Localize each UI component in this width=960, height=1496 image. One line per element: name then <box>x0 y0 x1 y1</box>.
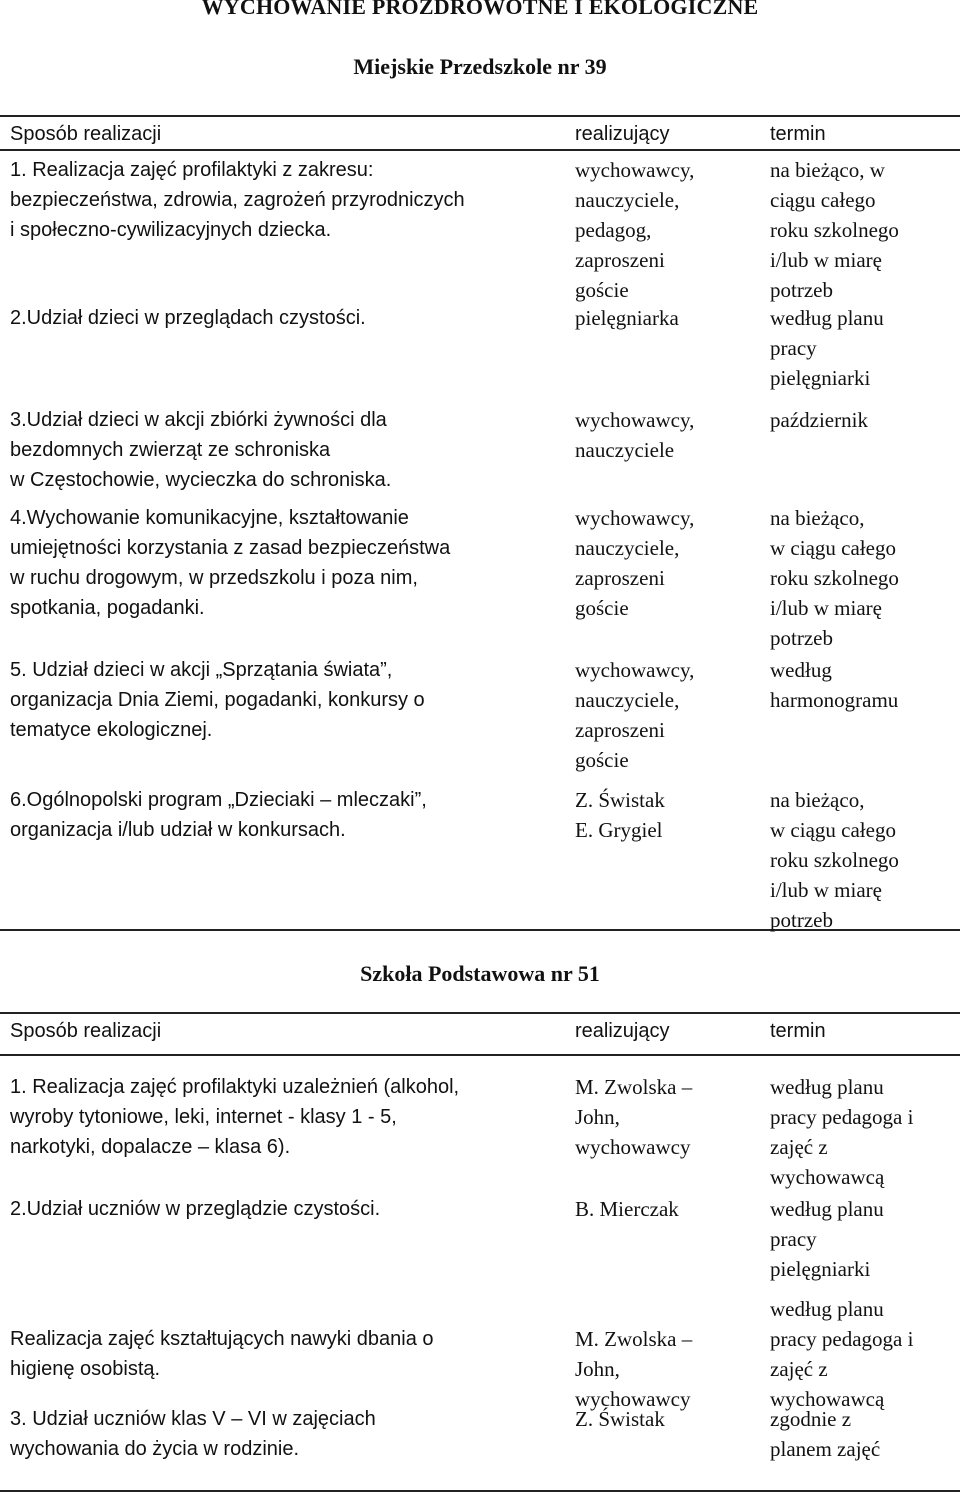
row-when: październik <box>770 408 868 432</box>
table-header-row <box>0 117 960 151</box>
row-when: według planu pracy pielęgniarki <box>770 1197 884 1281</box>
table-header-row <box>0 1014 960 1056</box>
row-when: na bieżąco, w ciągu całego roku szkolnego i/lub w miarę potrzeb <box>770 788 899 932</box>
row-method: 4.Wychowanie komunikacyjne, kształtowanie umiejętności korzystania z zasad bezpieczeństwa w ruchu drogowym, w przedszkolu i poza nim, spotkania, pogadanki. <box>10 507 451 619</box>
table-row <box>0 1402 960 1490</box>
row-who: M. Zwolska – John, wychowawcy <box>575 1075 693 1159</box>
header-who: realizujący <box>575 123 670 145</box>
row-method: 3.Udział dzieci w akcji zbiórki żywności dla bezdomnych zwierząt ze schroniska w Częstochowie, wycieczka do schroniska. <box>10 409 392 491</box>
row-method: 3. Udział uczniów klas V – VI w zajęciach wychowania do życia w rodzinie. <box>10 1408 376 1460</box>
row-method: 1. Realizacja zajęć profilaktyki uzależnień (alkohol, wyroby tytoniowe, leki, internet - klasy 1 - 5, narkotyki, dopalacze – klasa 6). <box>10 1076 460 1158</box>
table-row <box>0 658 960 791</box>
row-method: 6.Ogólnopolski program „Dzieciaki – mleczaki”, organizacja i/lub udział w konkursach. <box>10 789 427 841</box>
row-method: 1. Realizacja zajęć profilaktyki z zakresu: bezpieczeństwa, zdrowia, zagrożeń przyrodniczych i społeczno-cywilizacyjnych dziecka. <box>10 159 465 241</box>
row-method: Realizacja zajęć kształtujących nawyki dbania o higienę osobistą. <box>10 1328 434 1380</box>
przedszkole-table <box>0 115 960 931</box>
row-when: zgodnie z planem zajęć <box>770 1407 881 1461</box>
table-row <box>0 788 960 941</box>
row-who: Z. Świstak <box>575 1407 665 1431</box>
header-method: Sposób realizacji <box>10 1020 162 1042</box>
row-who: wychowawcy, nauczyciele, zaproszeni goście <box>575 658 695 772</box>
row-who: pielęgniarka <box>575 306 679 330</box>
table-row <box>0 506 960 661</box>
row-method: 2.Udział dzieci w przeglądach czystości. <box>10 307 366 329</box>
header-method: Sposób realizacji <box>10 123 162 145</box>
table-row <box>0 1056 960 1204</box>
row-who: wychowawcy, nauczyciele, zaproszeni goście <box>575 506 695 620</box>
table-row <box>0 1297 960 1411</box>
header-when: termin <box>770 1020 826 1042</box>
section-title-szkola: Szkoła Podstawowa nr 51 <box>360 961 600 986</box>
table-row <box>0 306 960 409</box>
table-row <box>0 409 960 509</box>
row-who: wychowawcy, nauczyciele <box>575 408 695 462</box>
header-who: realizujący <box>575 1020 670 1042</box>
row-when: na bieżąco, w ciągu całego roku szkolnego i/lub w miarę potrzeb <box>770 506 899 650</box>
row-when: według planu pracy pedagoga i zajęć z wychowawcą <box>770 1075 914 1189</box>
table-row <box>0 151 960 309</box>
row-method: 5. Udział dzieci w akcji „Sprzątania świata”, organizacja Dnia Ziemi, pogadanki, konkursy o tematyce ekologicznej. <box>10 659 425 741</box>
szkola-table <box>0 1012 960 1492</box>
row-method: 2.Udział uczniów w przeglądzie czystości. <box>10 1198 381 1220</box>
row-when: według planu pracy pedagoga i zajęć z wychowawcą <box>770 1297 914 1411</box>
row-who: Z. Świstak E. Grygiel <box>575 788 665 842</box>
document-title: WYCHOWANIE PROZDROWOTNE I EKOLOGICZNE <box>201 0 759 19</box>
header-when: termin <box>770 123 826 145</box>
row-when: według harmonogramu <box>770 658 899 712</box>
row-who: wychowawcy, nauczyciele, pedagog, zaproszeni goście <box>575 158 695 302</box>
table-row <box>0 1197 960 1304</box>
row-when: według planu pracy pielęgniarki <box>770 306 884 390</box>
row-who: B. Mierczak <box>575 1197 679 1221</box>
row-who: M. Zwolska – John, wychowawcy <box>575 1327 693 1411</box>
section-title-przedszkole: Miejskie Przedszkole nr 39 <box>353 54 607 79</box>
row-when: na bieżąco, w ciągu całego roku szkolnego i/lub w miarę potrzeb <box>770 158 899 302</box>
